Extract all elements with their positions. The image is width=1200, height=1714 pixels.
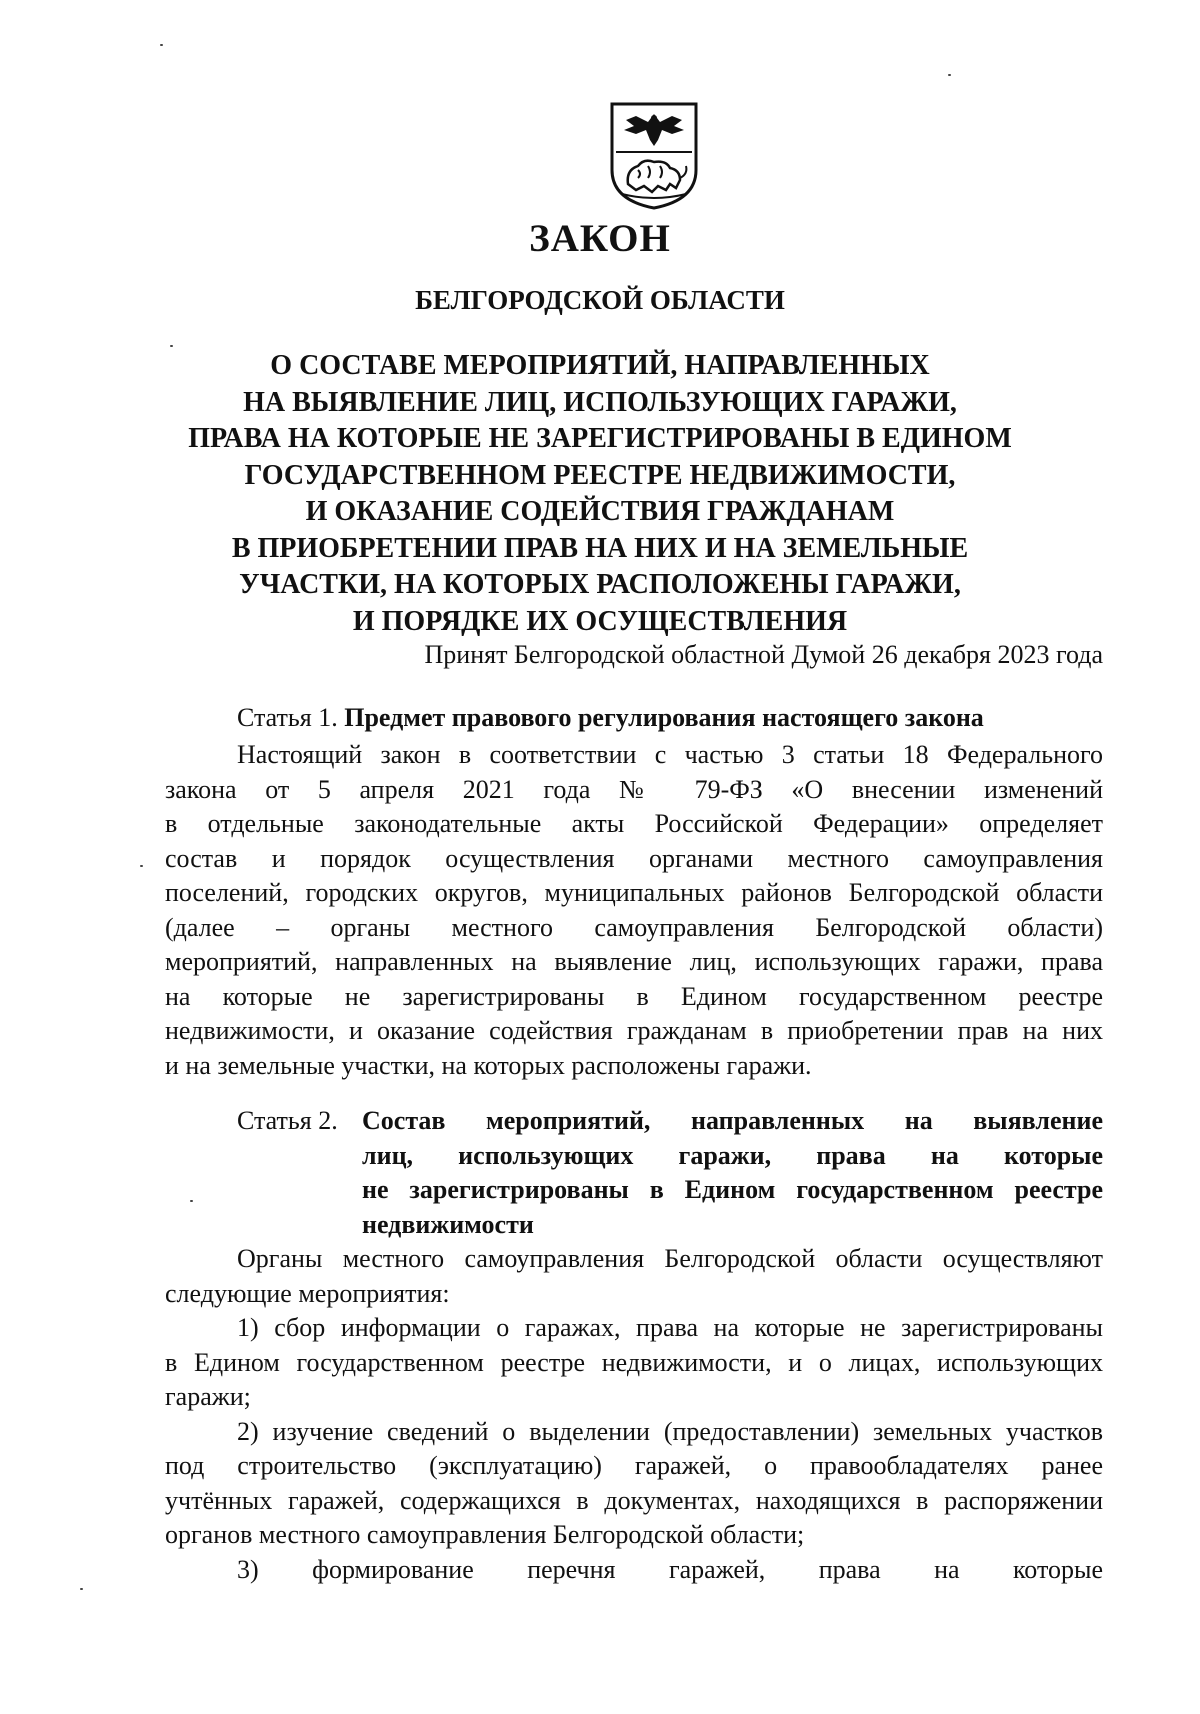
text-line: в отдельные законодательные акты Российской Федерации» определяет xyxy=(165,809,1103,838)
text-line: в Едином государственном реестре недвижимости, и о лицах, использующих xyxy=(165,1347,1103,1377)
title-line: Состав мероприятий, направленных на выявление xyxy=(362,1106,1103,1135)
text-line: 1) сбор информации о гаражах, права на которые не зарегистрированы xyxy=(237,1313,1103,1342)
text-line: недвижимости, и оказание содействия гражданам в приобретении прав на них xyxy=(165,1016,1103,1045)
article-1-title: Предмет правового регулирования настоящего закона xyxy=(344,703,984,732)
text-line: поселений, городских округов, муниципальных районов Белгородской области xyxy=(165,878,1103,907)
coat-of-arms-icon xyxy=(608,100,700,212)
text-line: органов местного самоуправления Белгородской области; xyxy=(165,1520,805,1549)
article-2-title xyxy=(362,1104,1103,1242)
title-line: лиц, использующих гаражи, права на которые xyxy=(362,1140,1103,1170)
scan-speck xyxy=(160,44,163,46)
scan-speck xyxy=(190,1200,193,1202)
title-line: ПРАВА НА КОТОРЫЕ НЕ ЗАРЕГИСТРИРОВАНЫ В ЕДИНОМ xyxy=(188,423,1012,454)
article-2-label: Статья 2. xyxy=(237,1106,338,1135)
text-line: Органы местного самоуправления Белгородской области осуществляют xyxy=(237,1244,1103,1273)
scan-speck xyxy=(140,865,143,867)
adoption-note: Принят Белгородской областной Думой 26 декабря 2023 года xyxy=(424,640,1103,669)
text-line: на которые не зарегистрированы в Едином государственном реестре xyxy=(165,981,1103,1011)
text-line: закона от 5 апреля 2021 года № 79-ФЗ «О внесении изменений xyxy=(165,774,1103,804)
text-line: мероприятий, направленных на выявление лиц, использующих гаражи, права xyxy=(165,947,1103,976)
text-line: состав и порядок осуществления органами местного самоуправления xyxy=(165,843,1103,873)
scan-speck xyxy=(948,74,951,76)
article-1-body xyxy=(165,738,1103,1083)
region-heading: БЕЛГОРОДСКОЙ ОБЛАСТИ xyxy=(415,285,785,315)
text-line: Настоящий закон в соответствии с частью 3 статьи 18 Федерального xyxy=(237,740,1103,769)
text-line: учтённых гаражей, содержащихся в документах, находящихся в распоряжении xyxy=(165,1485,1103,1515)
article-1-heading xyxy=(237,703,1103,733)
title-line: О СОСТАВЕ МЕРОПРИЯТИЙ, НАПРАВЛЕННЫХ xyxy=(270,350,930,381)
text-line: 2) изучение сведений о выделении (предоставлении) земельных участков xyxy=(237,1416,1103,1446)
text-line: (далее – органы местного самоуправления Белгородской области) xyxy=(165,912,1103,942)
text-line: под строительство (эксплуатацию) гаражей, о правообладателях ранее xyxy=(165,1451,1103,1480)
scan-speck xyxy=(170,345,173,347)
law-heading: ЗАКОН xyxy=(529,217,671,260)
article-1-label: Статья 1. xyxy=(237,703,338,732)
title-line: УЧАСТКИ, НА КОТОРЫХ РАСПОЛОЖЕНЫ ГАРАЖИ, xyxy=(239,569,961,600)
law-title xyxy=(0,348,1200,640)
text-line: гаражи; xyxy=(165,1382,251,1411)
article-2-body xyxy=(165,1242,1103,1587)
title-line: И ОКАЗАНИЕ СОДЕЙСТВИЯ ГРАЖДАНАМ xyxy=(305,496,895,527)
title-line: В ПРИОБРЕТЕНИИ ПРАВ НА НИХ И НА ЗЕМЕЛЬНЫЕ xyxy=(231,532,969,564)
scan-speck xyxy=(80,1588,83,1590)
text-line: и на земельные участки, на которых расположены гаражи. xyxy=(165,1050,812,1080)
title-line: ГОСУДАРСТВЕННОМ РЕЕСТРЕ НЕДВИЖИМОСТИ, xyxy=(244,459,956,491)
title-line: недвижимости xyxy=(362,1209,534,1239)
text-line: следующие мероприятия: xyxy=(165,1278,450,1308)
text-line: 3) формирование перечня гаражей, права на которые xyxy=(237,1554,1103,1584)
title-line: И ПОРЯДКЕ ИХ ОСУЩЕСТВЛЕНИЯ xyxy=(352,605,848,637)
title-line: НА ВЫЯВЛЕНИЕ ЛИЦ, ИСПОЛЬЗУЮЩИХ ГАРАЖИ, xyxy=(243,386,957,418)
title-line: не зарегистрированы в Едином государственном реестре xyxy=(362,1175,1103,1204)
